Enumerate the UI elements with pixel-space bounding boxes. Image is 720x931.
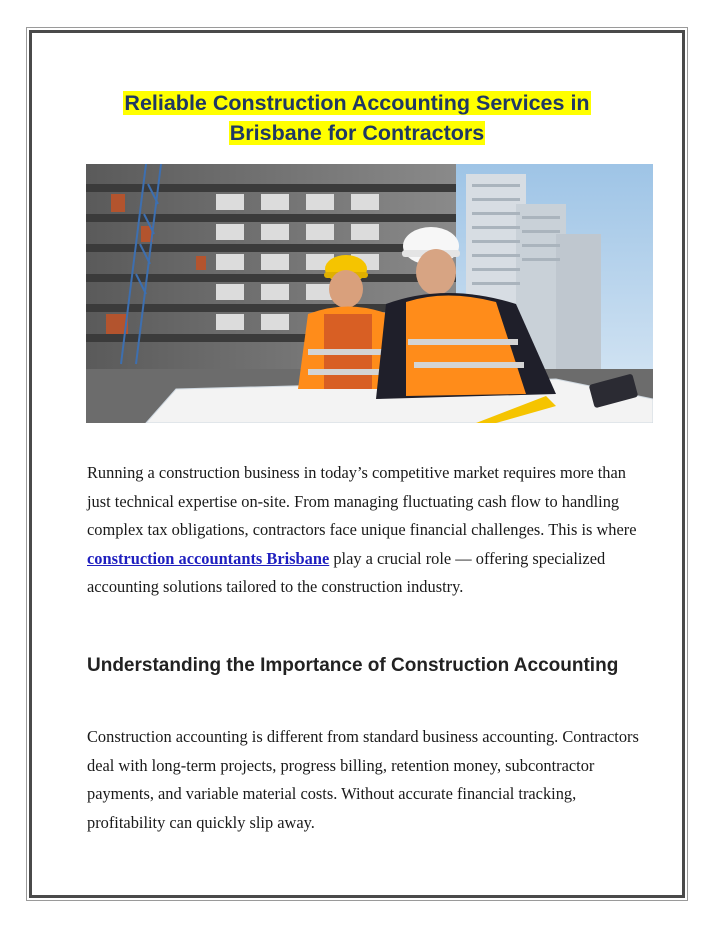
section-heading: Understanding the Importance of Construction Accounting — [87, 655, 619, 676]
section-paragraph: Construction accounting is different from standard business accounting. Contractors deal with long-term projects, progress billing, retention money, subcontractor payments, and variable material costs. Without accurate financial tracking, profitability can quickly slip away. — [87, 727, 639, 832]
title-line-1: Reliable Construction Accounting Services in — [124, 91, 590, 115]
title-line-2: Brisbane for Contractors — [229, 121, 485, 145]
intro-text-before-link: Running a construction business in today’s competitive market requires more than just technical expertise on-site. From managing fluctuating cash flow to handling complex tax obligations, contractors face unique financial challenges. This is where — [87, 463, 637, 540]
intro-text-after-link: play a crucial role — offering specialized accounting solutions tailored to the construction industry. — [87, 548, 606, 597]
document-title — [32, 88, 682, 148]
title-block — [32, 88, 682, 148]
intro-paragraph — [87, 459, 647, 602]
page-frame — [29, 30, 685, 898]
construction-accountants-link[interactable]: construction accountants Brisbane — [87, 548, 330, 568]
construction-workers-photo — [86, 164, 653, 423]
